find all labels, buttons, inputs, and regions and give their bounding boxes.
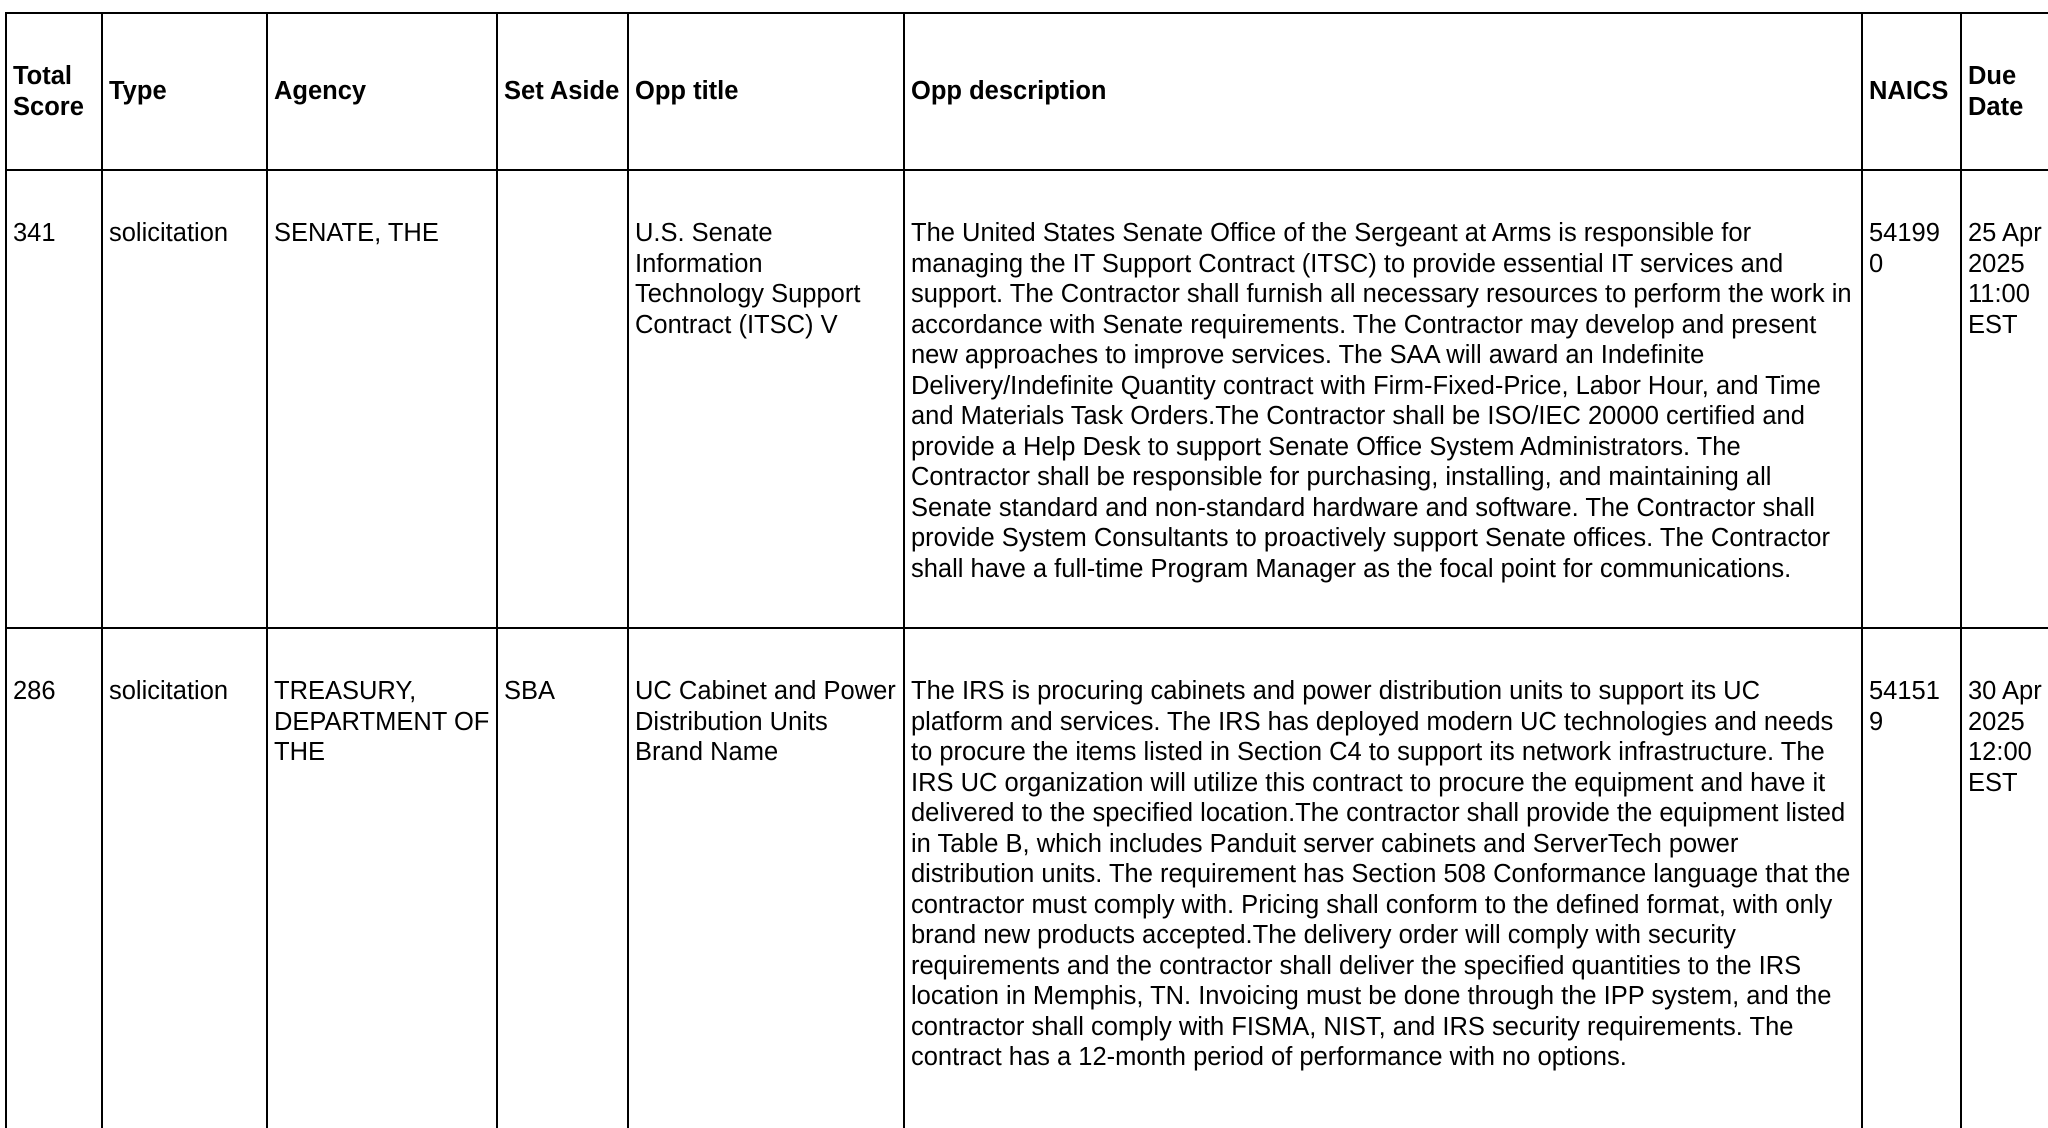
cell-due-date: 30 Apr 2025 12:00 EST xyxy=(1961,628,2048,1128)
table-header-row xyxy=(6,13,2048,170)
opportunities-table xyxy=(5,12,2048,1128)
table-row xyxy=(6,170,2048,628)
header-type: Type xyxy=(102,13,267,170)
cell-opp-description: The United States Senate Office of the Sergeant at Arms is responsible for managing the IT Support Contract (ITSC) to provide essential IT services and support. The Contractor shall furnish all necessary resources to perform the work in accordance with Senate requirements. The Contractor may develop and present new approaches to improve services. The SAA will award an Indefinite Delivery/Indefinite Quantity contract with Firm-Fixed-Price, Labor Hour, and Time and Materials Task Orders.The Contractor shall be ISO/IEC 20000 certified and provide a Help Desk to support Senate Office System Administrators. The Contractor shall be responsible for purchasing, installing, and maintaining all Senate standard and non-standard hardware and software. The Contractor shall provide System Consultants to proactively support Senate offices. The Contractor shall have a full-time Program Manager as the focal point for communications. xyxy=(904,170,1862,628)
cell-opp-description: The IRS is procuring cabinets and power distribution units to support its UC platform and services. The IRS has deployed modern UC technologies and needs to procure the items listed in Section C4 to support its network infrastructure. The IRS UC organization will utilize this contract to procure the equipment and have it delivered to the specified location.The contractor shall provide the equipment listed in Table B, which includes Panduit server cabinets and ServerTech power distribution units. The requirement has Section 508 Conformance language that the contractor must comply with. Pricing shall conform to the defined format, with only brand new products accepted.The delivery order will comply with security requirements and the contractor shall deliver the specified quantities to the IRS location in Memphis, TN. Invoicing must be done through the IPP system, and the contractor shall comply with FISMA, NIST, and IRS security requirements. The contract has a 12-month period of performance with no options. xyxy=(904,628,1862,1128)
header-due-date: Due Date xyxy=(1961,13,2048,170)
cell-opp-title: UC Cabinet and Power Distribution Units Brand Name xyxy=(628,628,904,1128)
cell-type: solicitation xyxy=(102,628,267,1128)
cell-naics: 541519 xyxy=(1862,628,1961,1128)
header-total-score: Total Score xyxy=(6,13,102,170)
cell-set-aside: SBA xyxy=(497,628,628,1128)
header-opp-description: Opp description xyxy=(904,13,1862,170)
cell-agency: TREASURY, DEPARTMENT OF THE xyxy=(267,628,497,1128)
cell-agency: SENATE, THE xyxy=(267,170,497,628)
header-opp-title: Opp title xyxy=(628,13,904,170)
header-agency: Agency xyxy=(267,13,497,170)
cell-due-date: 25 Apr 2025 11:00 EST xyxy=(1961,170,2048,628)
cell-type: solicitation xyxy=(102,170,267,628)
cell-total-score: 286 xyxy=(6,628,102,1128)
cell-total-score: 341 xyxy=(6,170,102,628)
cell-set-aside xyxy=(497,170,628,628)
table-row xyxy=(6,628,2048,1128)
cell-opp-title: U.S. Senate Information Technology Support Contract (ITSC) V xyxy=(628,170,904,628)
header-naics: NAICS xyxy=(1862,13,1961,170)
header-set-aside: Set Aside xyxy=(497,13,628,170)
cell-naics: 541990 xyxy=(1862,170,1961,628)
